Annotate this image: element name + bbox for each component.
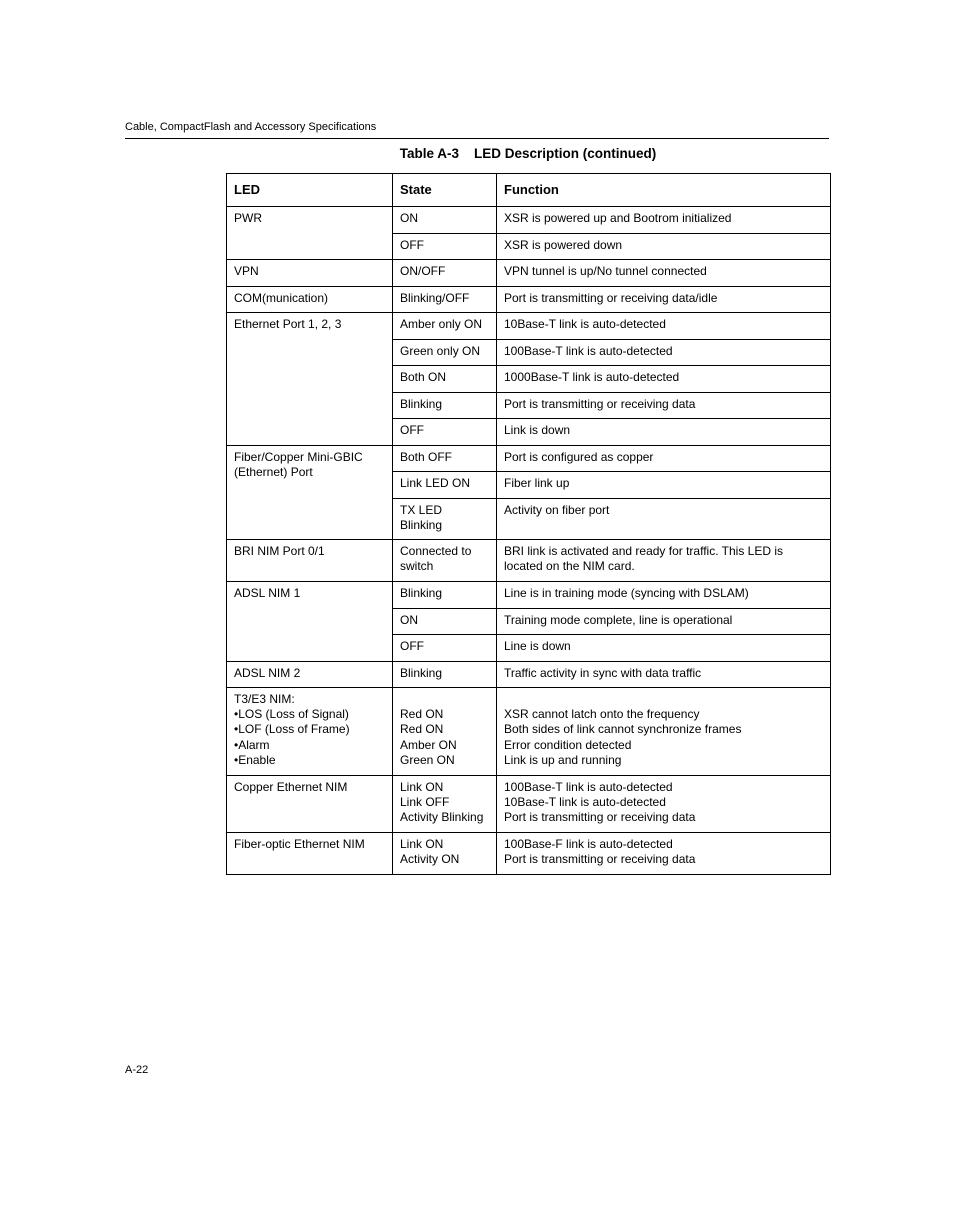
table-caption [226, 145, 830, 163]
table-caption-label: Table A-3 [399, 146, 459, 161]
function-cell: Port is transmitting or receiving data/idle [497, 287, 831, 313]
led-cell: VPN [227, 260, 393, 287]
function-cell: Line is in training mode (syncing with DSLAM) [497, 582, 831, 609]
function-cell: 100Base-F link is auto-detected Port is transmitting or receiving data [497, 833, 831, 875]
state-cell: Connected to switch [393, 540, 497, 582]
state-cell: OFF [393, 635, 497, 662]
table-row [227, 688, 831, 776]
function-cell: XSR is powered down [497, 234, 831, 260]
function-cell: XSR is powered up and Bootrom initialized [497, 207, 831, 234]
led-cell: Fiber/Copper Mini-GBIC (Ethernet) Port [227, 446, 393, 540]
function-cell: Line is down [497, 635, 831, 662]
function-cell: Training mode complete, line is operational [497, 609, 831, 635]
function-cell: 1000Base-T link is auto-detected [497, 366, 831, 393]
state-cell: ON/OFF [393, 260, 497, 287]
state-cell: TX LED Blinking [393, 499, 497, 540]
function-cell: Port is transmitting or receiving data [497, 393, 831, 419]
state-cell: Link LED ON [393, 472, 497, 499]
function-cell: 10Base-T link is auto-detected [497, 313, 831, 340]
header-rule [125, 138, 829, 139]
state-cell: ON [393, 207, 497, 234]
function-cell: Link is down [497, 419, 831, 446]
state-cell: Red ON Red ON Amber ON Green ON [393, 688, 497, 776]
led-cell: PWR [227, 207, 393, 260]
column-header-led: LED [227, 174, 393, 207]
state-cell: Both OFF [393, 446, 497, 472]
table-row [227, 313, 831, 340]
led-cell: COM(munication) [227, 287, 393, 313]
state-cell: Both ON [393, 366, 497, 393]
table-row [227, 260, 831, 287]
function-cell: XSR cannot latch onto the frequency Both sides of link cannot synchronize frames Error condition detected Link is up and running [497, 688, 831, 776]
table-header-row [227, 174, 831, 207]
state-cell: Link ON Link OFF Activity Blinking [393, 776, 497, 833]
running-header: Cable, CompactFlash and Accessory Specifications [125, 121, 377, 133]
table-row [227, 662, 831, 688]
state-cell: OFF [393, 234, 497, 260]
column-header-function: Function [497, 174, 831, 207]
led-cell: Copper Ethernet NIM [227, 776, 393, 833]
led-cell: BRI NIM Port 0/1 [227, 540, 393, 582]
column-header-state: State [393, 174, 497, 207]
function-cell: 100Base-T link is auto-detected [497, 340, 831, 366]
table-caption-title: LED Description (continued) [474, 146, 657, 161]
state-cell: OFF [393, 419, 497, 446]
table-row [227, 833, 831, 875]
led-cell: ADSL NIM 2 [227, 662, 393, 688]
state-cell: Blinking [393, 662, 497, 688]
state-cell: Blinking [393, 582, 497, 609]
table-row [227, 582, 831, 609]
function-cell: VPN tunnel is up/No tunnel connected [497, 260, 831, 287]
function-cell: BRI link is activated and ready for traffic. This LED is located on the NIM card. [497, 540, 831, 582]
led-cell: ADSL NIM 1 [227, 582, 393, 662]
state-cell: Green only ON [393, 340, 497, 366]
state-cell: Blinking/OFF [393, 287, 497, 313]
led-description-table [226, 173, 831, 875]
page-number: A-22 [125, 1064, 149, 1076]
state-cell: Blinking [393, 393, 497, 419]
table-row [227, 287, 831, 313]
state-cell: ON [393, 609, 497, 635]
led-cell: Ethernet Port 1, 2, 3 [227, 313, 393, 446]
function-cell: Traffic activity in sync with data traffic [497, 662, 831, 688]
table-row [227, 776, 831, 833]
function-cell: Activity on fiber port [497, 499, 831, 540]
function-cell: Port is configured as copper [497, 446, 831, 472]
function-cell: Fiber link up [497, 472, 831, 499]
table-row [227, 540, 831, 582]
function-cell: 100Base-T link is auto-detected 10Base-T link is auto-detected Port is transmitting or receiving data [497, 776, 831, 833]
table-row [227, 207, 831, 234]
state-cell: Link ON Activity ON [393, 833, 497, 875]
table-row [227, 446, 831, 472]
led-cell: T3/E3 NIM: •LOS (Loss of Signal) •LOF (Loss of Frame) •Alarm •Enable [227, 688, 393, 776]
led-cell: Fiber-optic Ethernet NIM [227, 833, 393, 875]
state-cell: Amber only ON [393, 313, 497, 340]
